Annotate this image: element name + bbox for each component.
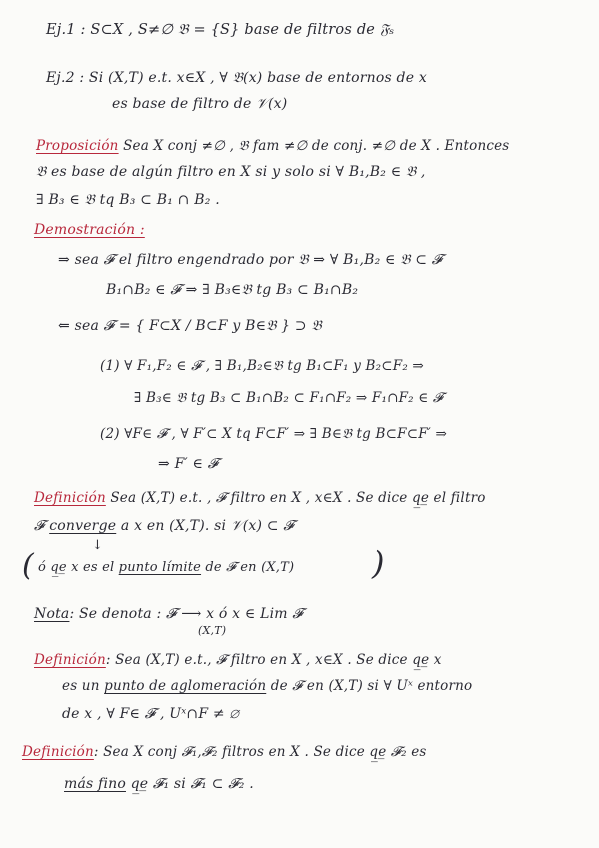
down-arrow-icon: ↓ xyxy=(92,538,103,553)
definition-1-line-1 xyxy=(34,490,486,506)
example-1: Ej.1 : S⊂X , S≠∅ 𝔅 = {S} base de filtros de 𝔉ₛ xyxy=(46,22,395,38)
example-2-line-1: Ej.2 : Si (X,T) e.t. x∈X , ∀ 𝔅(x) base de entornos de x xyxy=(46,70,427,86)
proof-label: Demostración : xyxy=(34,222,145,238)
definition-1-text-4: de 𝓕 en (X,T) xyxy=(205,560,295,575)
definition-1-text-3: ó q̲e̲ x es el xyxy=(38,560,115,575)
proposition-text-1: Sea X conj ≠∅ , 𝔅 fam ≠∅ de conj. ≠∅ de X . Entonces xyxy=(123,138,510,154)
proposition-line-3: ∃ B₃ ∈ 𝔅 tq B₃ ⊂ B₁ ∩ B₂ . xyxy=(36,192,220,208)
proposition-line-1 xyxy=(36,138,509,154)
definition-1-line-3 xyxy=(38,560,294,575)
definition-2-text-3: de 𝓕 en (X,T) si ∀ Uˣ entorno xyxy=(270,678,473,694)
definition-3-text-1: : Sea X conj 𝓕₁,𝓕₂ filtros en X . Se dice q̲e̲ 𝓕₂ es xyxy=(93,744,427,760)
note-subscript: (X,T) xyxy=(198,624,227,637)
definition-2-line-3: de x , ∀ F∈ 𝓕 , Uˣ∩F ≠ ∅ xyxy=(62,706,239,722)
definition-3-line-2 xyxy=(64,776,254,792)
proof-line-4: (1) ∀ F₁,F₂ ∈ 𝓕 , ∃ B₁,B₂∈𝔅 tg B₁⊂F₁ y B₂⊂F₂ ⇒ xyxy=(100,358,424,374)
proof-line-1: ⇒ sea 𝓕 el filtro engendrado por 𝔅 ⇒ ∀ B₁,B₂ ∈ 𝔅 ⊂ 𝓕 xyxy=(58,252,443,268)
note-line xyxy=(34,606,303,622)
definition-1-term-converge: converge xyxy=(49,518,117,534)
definition-2-term-aglomeracion: punto de aglomeración xyxy=(104,678,267,694)
definition-1-text-1: Sea (X,T) e.t. , 𝓕 filtro en X , x∈X . Se dice q̲e̲ el filtro xyxy=(110,490,486,506)
definition-2-line-2 xyxy=(62,678,472,694)
definition-1-label: Definición xyxy=(34,490,106,506)
proposition-line-2: 𝔅 es base de algún filtro en X si y solo si ∀ B₁,B₂ ∈ 𝔅 , xyxy=(36,164,426,180)
definition-1-line-2 xyxy=(34,518,294,534)
proof-line-2: B₁∩B₂ ∈ 𝓕 ⇒ ∃ B₃∈𝔅 tg B₃ ⊂ B₁∩B₂ xyxy=(106,282,359,298)
definition-3-term-mas-fino: más fino xyxy=(64,776,126,792)
definition-1-filter-symbol: 𝓕 xyxy=(34,518,45,534)
definition-2-label: Definición xyxy=(34,652,106,668)
note-text: : Se denota : 𝓕 ⟶ x ó x ∈ Lim 𝓕 xyxy=(69,606,303,622)
definition-2-line-1 xyxy=(34,652,442,668)
proof-line-5: ∃ B₃∈ 𝔅 tg B₃ ⊂ B₁∩B₂ ⊂ F₁∩F₂ ⇒ F₁∩F₂ ∈ 𝓕 xyxy=(134,390,444,406)
definition-3-line-1 xyxy=(22,744,427,760)
definition-2-text-1: : Sea (X,T) e.t., 𝓕 filtro en X , x∈X . Se dice q̲e̲ x xyxy=(105,652,442,668)
definition-1-term-punto-limite: punto límite xyxy=(118,560,202,575)
proof-line-7: ⇒ F′ ∈ 𝓕 xyxy=(158,456,219,472)
proposition-label: Proposición xyxy=(36,138,119,154)
definition-3-text-2: q̲e̲ 𝓕₁ si 𝓕₁ ⊂ 𝓕₂ . xyxy=(130,776,254,792)
left-paren-icon: ( xyxy=(22,548,34,583)
example-2-line-2: es base de filtro de 𝒱(x) xyxy=(112,96,288,112)
proof-line-6: (2) ∀F∈ 𝓕 , ∀ F′⊂ X tq F⊂F′ ⇒ ∃ B∈𝔅 tg B⊂F⊂F′ ⇒ xyxy=(100,426,448,442)
proof-line-3: ⇐ sea 𝓕 = { F⊂X / B⊂F y B∈𝔅 } ⊃ 𝔅 xyxy=(58,318,322,334)
note-label: Nota xyxy=(34,606,70,622)
definition-3-label: Definición xyxy=(22,744,94,760)
definition-2-text-2: es un xyxy=(62,678,100,694)
definition-1-text-2: a x en (X,T). si 𝒱(x) ⊂ 𝓕 xyxy=(120,518,294,534)
right-paren-icon: ) xyxy=(372,544,385,582)
